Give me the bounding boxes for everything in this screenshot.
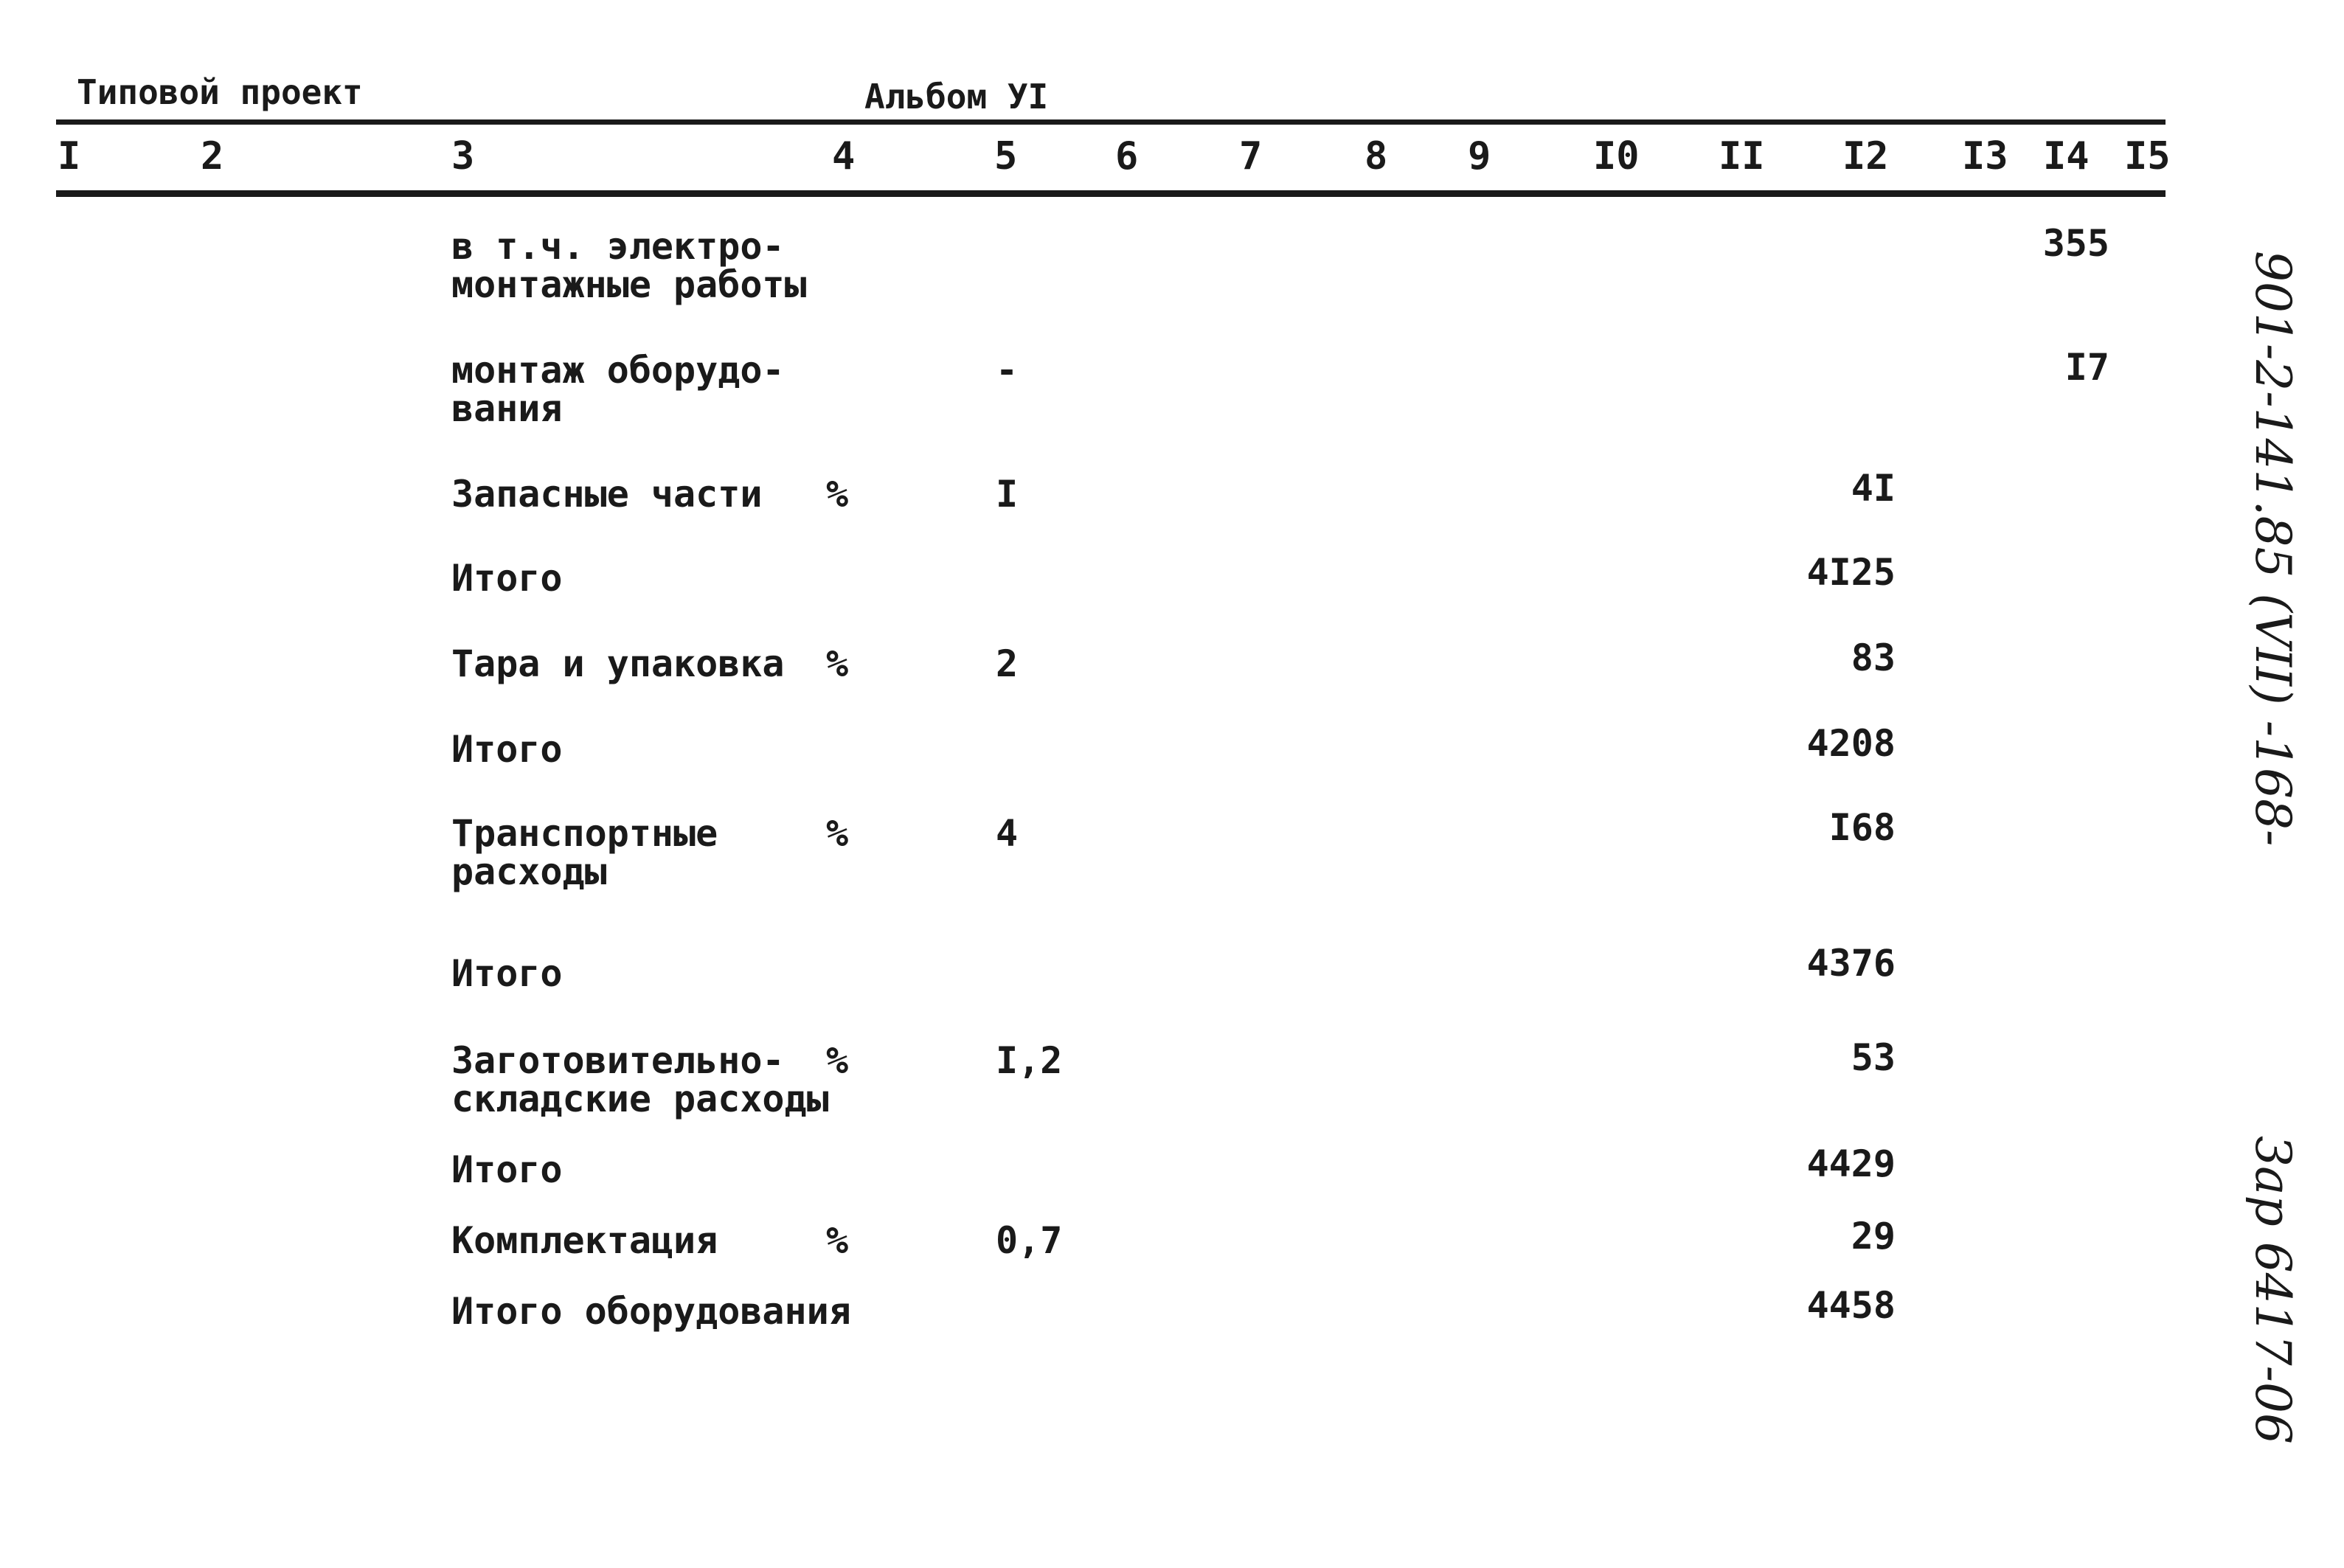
row-description: Итого <box>451 952 563 995</box>
row-description: Запасные части <box>451 473 763 516</box>
row-col12-value: 4I <box>1851 467 1896 510</box>
column-number: 9 <box>1468 134 1491 178</box>
column-number: 7 <box>1239 134 1263 178</box>
column-number: I5 <box>2124 134 2171 178</box>
row-unit: % <box>826 1219 849 1262</box>
column-number: 6 <box>1115 134 1139 178</box>
row-unit: % <box>826 642 849 685</box>
header-rule-bottom <box>56 190 2166 197</box>
row-description: монтаж оборудо- вания <box>451 349 785 430</box>
row-col12-value: 4429 <box>1806 1142 1896 1185</box>
row-quantity: 2 <box>996 642 1019 685</box>
row-quantity: - <box>996 349 1019 392</box>
row-description: Заготовительно- складские расходы <box>451 1039 829 1120</box>
row-quantity: 4 <box>996 812 1019 855</box>
row-col14-value: 355 <box>2042 222 2109 265</box>
column-number: II <box>1719 134 1765 178</box>
row-col12-value: 29 <box>1851 1215 1896 1257</box>
row-unit: % <box>826 1039 849 1082</box>
header-album-label: Альбом УI <box>864 77 1049 117</box>
table-row <box>0 1284 2344 1388</box>
row-col12-value: 53 <box>1851 1036 1896 1079</box>
table-row <box>0 942 2344 1050</box>
table-row <box>0 636 2344 740</box>
row-col12-value: 4I25 <box>1806 551 1896 594</box>
row-col12-value: I68 <box>1828 806 1896 849</box>
header-project-label: Типовой проект <box>77 72 363 112</box>
column-number: I3 <box>1962 134 2008 178</box>
table-row <box>0 1036 2344 1137</box>
table-row <box>0 551 2344 655</box>
row-description: Итого оборудования <box>451 1290 851 1333</box>
margin-stamp-top: 901-2-141.85 (VII) -168- <box>2244 251 2301 847</box>
row-description: в т.ч. электро- монтажные работы <box>451 225 807 306</box>
row-col12-value: 4376 <box>1806 942 1896 985</box>
row-col12-value: 83 <box>1851 636 1896 679</box>
row-unit: % <box>826 812 849 855</box>
row-quantity: 0,7 <box>996 1219 1063 1262</box>
row-description: Итого <box>451 728 563 771</box>
row-unit: % <box>826 473 849 516</box>
column-number: 4 <box>832 134 856 178</box>
column-number: 8 <box>1365 134 1388 178</box>
column-number: I2 <box>1842 134 1889 178</box>
table-row <box>0 722 2344 826</box>
row-description: Итого <box>451 1148 563 1191</box>
table-row <box>0 222 2344 323</box>
row-col12-value: 4458 <box>1806 1284 1896 1327</box>
header-rule-top <box>56 119 2166 125</box>
row-quantity: I,2 <box>996 1039 1063 1082</box>
row-col12-value: 4208 <box>1806 722 1896 765</box>
table-row <box>0 806 2344 910</box>
margin-stamp-bottom: Зар 6417-06 <box>2244 1136 2301 1444</box>
row-col14-value: I7 <box>2064 346 2109 389</box>
row-description: Транспортные расходы <box>451 812 718 893</box>
row-description: Тара и упаковка <box>451 642 785 685</box>
column-number: 3 <box>451 134 475 178</box>
table-row <box>0 467 2344 571</box>
column-number: 5 <box>994 134 1018 178</box>
table-row <box>0 346 2344 447</box>
row-description: Комплектация <box>451 1219 718 1262</box>
column-number: I0 <box>1593 134 1640 178</box>
column-number: I4 <box>2043 134 2090 178</box>
row-quantity: I <box>996 473 1019 516</box>
row-description: Итого <box>451 557 563 600</box>
column-number: I <box>58 134 81 178</box>
column-number: 2 <box>201 134 224 178</box>
